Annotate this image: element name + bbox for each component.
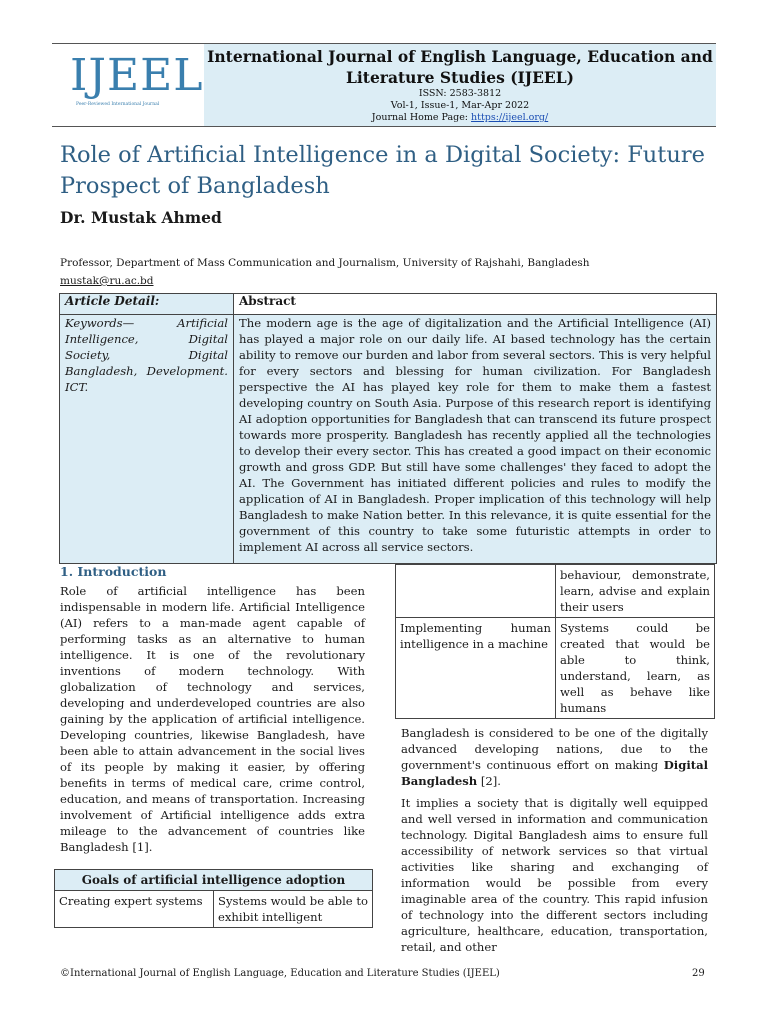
keywords: Keywords— Artificial Intelligence, Digital Society, Digital Bangladesh, Development. ICT. xyxy=(65,316,228,394)
goal-description-cell: Systems could be created that would be able to think, understand, learn, as well as behave like humans xyxy=(556,618,715,719)
header-info xyxy=(204,44,716,126)
article-detail-header: Article Detail: xyxy=(60,294,234,315)
goal-description-cell: Systems would be able to exhibit intelligent xyxy=(214,891,373,928)
issn: ISSN: 2583-3812 xyxy=(418,88,502,99)
author-affiliation: Professor, Department of Mass Communication and Journalism, University of Rajshahi, Bangladesh xyxy=(60,257,590,269)
goal-cell-empty xyxy=(396,565,556,618)
digital-bangladesh-term: Digital Bangladesh xyxy=(401,758,708,788)
logo-text: IJEEL xyxy=(70,50,204,101)
goals-table-caption: Goals of artificial intelligence adoption xyxy=(55,870,373,891)
goal-cell: Creating expert systems xyxy=(55,891,214,928)
goals-table-continued xyxy=(395,564,715,719)
abstract-table xyxy=(59,293,717,564)
journal-name: International Journal of English Language, Education and Literature Studies (IJEEL) xyxy=(207,47,713,87)
abstract-text: The modern age is the age of digitalization and the Artificial Intelligence (AI) has played a major role on our daily life. AI based technology has the certain ability to remove our burden and labor from several sectors. This is very helpful for every sectors and blessing for human civilization. For Bangladesh perspective the AI has played key role for them to make them a fastest developing country on South Asia. Purpose of this research report is identifying AI adoption opportunities for Bangladesh that can transcend its future prospect towards more prosperity. Bangladesh has recently applied all the technologies to develop their every sector. This has created a good impact on their economic growth and gross GDP. But still have some challenges' they faced to adopt the AI. The Government has initiated different policies and rules to modify the application of AI in Bangladesh. Proper implication of this technology will help Bangladesh to make Nation better. In this relevance, it is quite essential for the government of this country to take some futuristic attempts in order to implement AI across all service sectors. xyxy=(239,316,711,554)
paragraph xyxy=(401,725,708,789)
journal-header xyxy=(52,43,716,127)
introduction-heading: 1. Introduction xyxy=(60,564,167,579)
footer-copyright: ©International Journal of English Language, Education and Literature Studies (IJEEL) xyxy=(60,968,500,979)
article-title: Role of Artificial Intelligence in a Digital Society: Future Prospect of Bangladesh xyxy=(60,142,705,199)
goals-table xyxy=(54,869,373,928)
logo-tagline: Peer-Reviewed International Journal xyxy=(76,102,160,107)
homepage-label: Journal Home Page: xyxy=(371,112,469,123)
author-email[interactable]: mustak@ru.ac.bd xyxy=(60,275,154,287)
page-number: 29 xyxy=(692,968,705,979)
homepage-link[interactable]: https://ijeel.org/ xyxy=(471,112,549,123)
paragraph: It implies a society that is digitally well equipped and well versed in information and communication technology. Digital Bangladesh aims to ensure full accessibility of network services so that virtual activities like sharing and exchanging of information would be possible from every imaginable area of the country. This rapid infusion of technology into the different sectors including agriculture, healthcare, education, transportation, retail, and other xyxy=(401,796,708,954)
right-column-text xyxy=(401,725,708,961)
abstract-header: Abstract xyxy=(234,294,717,315)
journal-logo xyxy=(52,44,204,126)
volume-issue: Vol-1, Issue-1, Mar-Apr 2022 xyxy=(390,100,530,111)
goal-cell: Implementing human intelligence in a machine xyxy=(396,618,556,719)
citation: [2]. xyxy=(477,774,501,788)
introduction-text: Role of artificial intelligence has been indispensable in modern life. Artificial Intelligence (AI) refers to a man-made agent capable of performing tasks as an alternative to human intelligence. It is one of the revolutionary inventions of modern technology. With globalization of technology and services, developing and underdeveloped countries are also gaining by the application of artificial intelligence. Developing countries, likewise Bangladesh, have been able to attain advancement in the social lives of its people by making it easier, by offering benefits in terms of medical care, crime control, education, and means of transportation. Increasing involvement of Artificial intelligence adds extra mileage to the advancement of countries like Bangladesh [1]. xyxy=(60,584,365,854)
author-name: Dr. Mustak Ahmed xyxy=(60,208,222,227)
goal-description-cell: behaviour, demonstrate, learn, advise and explain their users xyxy=(556,565,715,618)
paragraph-text: Bangladesh is considered to be one of the digitally advanced developing nations, due to the government's continuous effort on making xyxy=(401,726,708,772)
homepage-line xyxy=(204,112,716,124)
